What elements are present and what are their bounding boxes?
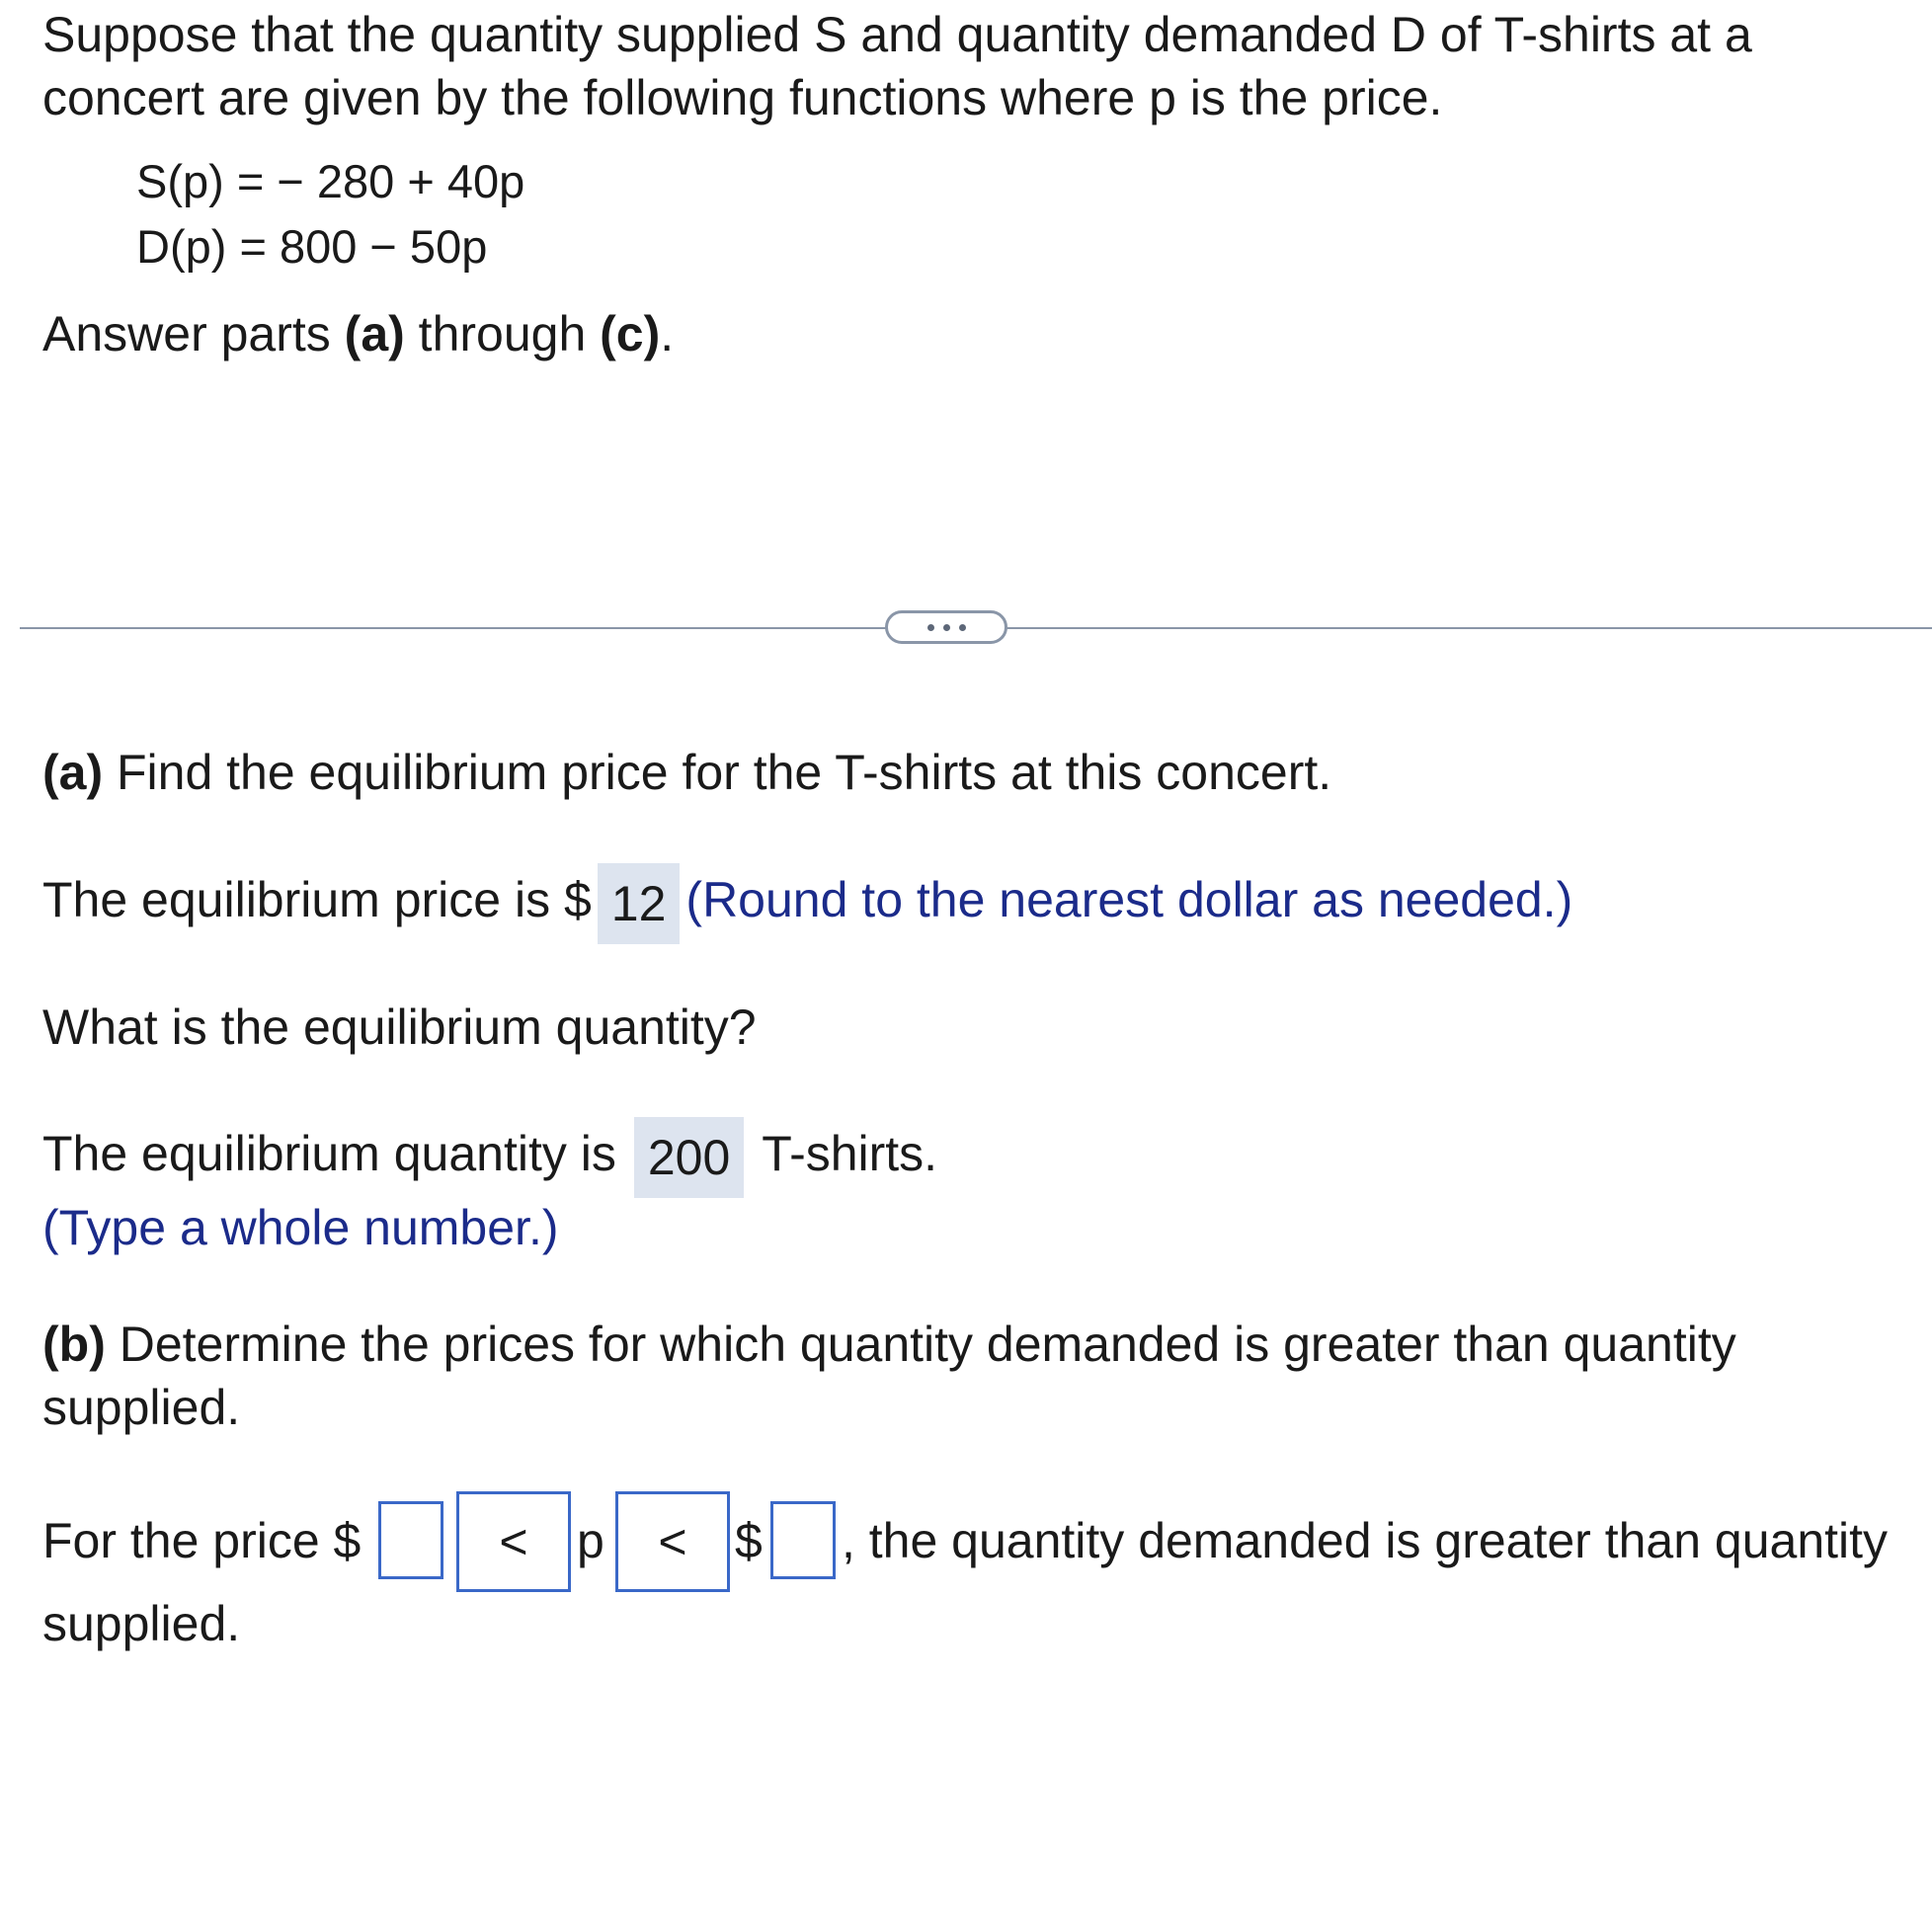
equilibrium-price-line: [42, 859, 1572, 944]
part-a-ref: (a): [344, 306, 405, 361]
answer-parts-instruction: [42, 302, 674, 365]
part-b-question-line-2: supplied.: [42, 1380, 241, 1435]
problem-line-1: Suppose that the quantity supplied S and quantity demanded D of T-shirts at a: [42, 7, 1752, 62]
equilibrium-quantity-answer[interactable]: 200: [634, 1117, 744, 1198]
part-a-label: (a): [42, 745, 104, 800]
equilibrium-quantity-prefix: The equilibrium quantity is: [42, 1126, 616, 1181]
inequality-operator-2-select[interactable]: <: [615, 1491, 730, 1592]
equilibrium-quantity-suffix: T-shirts.: [762, 1126, 938, 1181]
ellipsis-dot-icon: [927, 624, 934, 631]
upper-dollar-sign: $: [735, 1513, 763, 1568]
through-text: through: [404, 306, 601, 361]
upper-price-input[interactable]: [770, 1501, 836, 1579]
equilibrium-quantity-question: What is the equilibrium quantity?: [42, 999, 757, 1055]
period-text: .: [660, 306, 675, 361]
equilibrium-quantity-line: [42, 1113, 937, 1198]
price-variable-p: p: [577, 1513, 604, 1568]
answer-parts-prefix: Answer parts: [42, 306, 345, 361]
problem-line-2: concert are given by the following functions where p is the price.: [42, 70, 1443, 125]
ellipsis-dot-icon: [959, 624, 966, 631]
part-a-question-text: Find the equilibrium price for the T-shirts at this concert.: [103, 745, 1332, 800]
part-b-label: (b): [42, 1317, 106, 1372]
part-b-question-line-1: [42, 1313, 1736, 1376]
part-a-question: [42, 741, 1331, 804]
price-rounding-hint: (Round to the nearest dollar as needed.): [685, 872, 1573, 927]
expand-more-button[interactable]: [885, 610, 1007, 644]
supply-equation: S(p) = − 280 + 40p: [136, 155, 525, 207]
part-c-ref: (c): [600, 306, 661, 361]
part-b-question-text: Determine the prices for which quantity demanded is greater than quantity: [105, 1317, 1736, 1372]
demand-equation: D(p) = 800 − 50p: [136, 220, 488, 273]
inequality-operator-1-select[interactable]: <: [456, 1491, 571, 1592]
equilibrium-price-answer[interactable]: 12: [598, 863, 681, 944]
for-the-price-label: For the price $: [42, 1513, 362, 1568]
part-b-answer-tail-line-2: supplied.: [42, 1596, 241, 1651]
quantity-whole-number-hint: (Type a whole number.): [42, 1200, 559, 1255]
equilibrium-price-prefix: The equilibrium price is $: [42, 872, 592, 927]
ellipsis-dot-icon: [943, 624, 950, 631]
lower-price-input[interactable]: [378, 1501, 443, 1579]
part-b-answer-tail: , the quantity demanded is greater than quantity: [842, 1513, 1889, 1568]
